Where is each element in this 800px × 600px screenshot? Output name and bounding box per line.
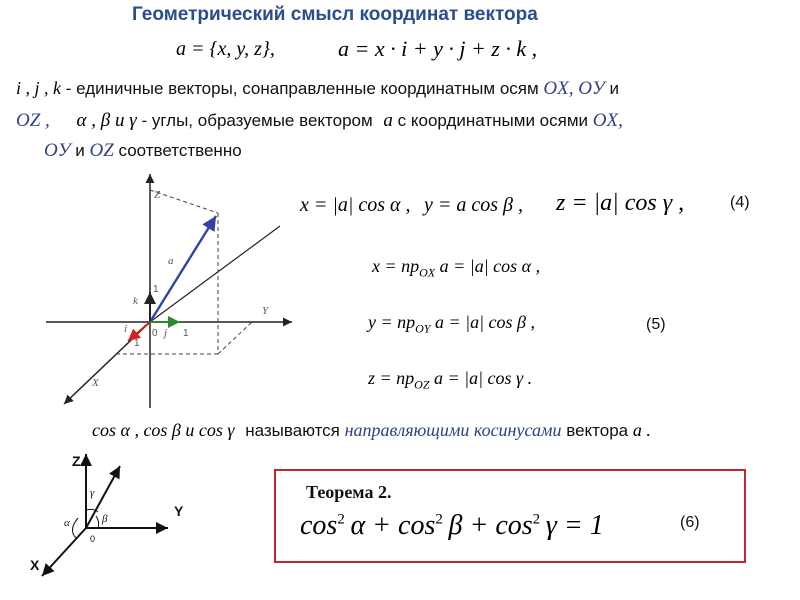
angle-x-label: X <box>30 557 40 573</box>
y-axis-label: Y <box>262 305 269 317</box>
angle-y-label: Y <box>174 503 184 519</box>
axis-oz-label-2: OZ <box>89 140 114 161</box>
projection-y-dashed <box>218 322 252 354</box>
angles-description: - углы, образуемые вектором <box>141 111 373 130</box>
tick-z-1: 1 <box>153 284 159 295</box>
angle-origin-label: 0 <box>90 534 96 544</box>
theorem-title: Теорема 2. <box>306 482 392 502</box>
page-title: Геометрический смысл координат вектора <box>132 4 538 25</box>
eq5-x-sub: OX <box>419 265 436 280</box>
vector-a-symbol: a <box>383 110 393 131</box>
axis-oy-label: OУ <box>44 140 71 161</box>
cos-2: cos <box>398 510 436 541</box>
eq5-x <box>372 256 540 281</box>
cos-3: cos <box>495 510 533 541</box>
vector-a-arrow <box>150 216 216 322</box>
tick-y-1: 1 <box>183 328 189 339</box>
eq4-x: x = |a| cos α , <box>300 194 411 216</box>
equals-one: = 1 <box>563 510 604 541</box>
theorem-formula: $\cos^2 \alpha + \cos^2 \beta + \cos^2 \gamma = 1$ <box>300 510 604 541</box>
eq5-y-sub: OY <box>415 321 431 336</box>
eq5-y-head: y = пр <box>368 312 416 332</box>
axis-ox-label: OX, <box>592 110 623 131</box>
eq5-z-head: z = пр <box>368 368 415 388</box>
z-axis-label: Z <box>154 189 161 201</box>
equation-number-4: (4) <box>730 194 750 211</box>
cos-1: cos <box>300 510 338 541</box>
equation-number-5: (5) <box>646 316 666 333</box>
eq5-y-tail: a = |a| cos β , <box>434 312 535 332</box>
tick-x-1: 1 <box>134 338 140 349</box>
eq5-x-head: x = пр <box>372 256 420 276</box>
projection-z-dashed <box>150 190 218 213</box>
coordinate-diagram-3d <box>40 168 300 416</box>
vector-a-label: a <box>168 255 174 267</box>
called-text: называются <box>245 421 340 440</box>
angle-x-axis <box>42 528 86 576</box>
conjunction-and-2: и <box>75 141 85 160</box>
angle-symbols: α , β и γ <box>76 110 137 131</box>
vector-decomposition-formula: a = x · i + y · j + z · k , <box>338 36 538 61</box>
eq5-y <box>368 312 535 337</box>
direction-cosines-term: направляющими косинусами <box>344 420 562 440</box>
gamma-term: γ <box>545 510 557 541</box>
diagonal-line <box>150 226 280 322</box>
unit-k-label: k <box>133 295 138 307</box>
vector-word: вектора <box>566 421 629 440</box>
conjunction-and: и <box>609 79 619 98</box>
eq4-y: y = a cos β , <box>424 194 523 216</box>
equation-number-6: (6) <box>680 514 700 531</box>
unit-i-label: i <box>124 323 128 335</box>
eq4-z: z = |a| cos γ , <box>556 190 685 216</box>
vector-components-formula: a = {x, y, z}, <box>176 38 275 60</box>
eq5-z-tail: a = |a| cos γ . <box>434 368 533 388</box>
angle-diagram <box>28 446 228 586</box>
axis-oz-label: OZ , <box>16 110 50 131</box>
unit-vectors-description: - единичные векторы, сонаправленные координатным осям <box>65 79 539 98</box>
vector-a-symbol-2: a . <box>632 420 651 440</box>
angle-z-label: Z <box>72 453 81 469</box>
direction-cosines-formula: cos α , cos β и cos γ <box>92 420 235 440</box>
beta-label: β <box>102 513 108 525</box>
beta-arc <box>96 516 99 528</box>
alpha-arc <box>72 518 78 538</box>
with-axes-text: с координатными осями <box>397 111 589 130</box>
beta-term: β <box>448 510 463 541</box>
alpha-label: α <box>64 517 70 529</box>
alpha-term: α <box>350 510 366 541</box>
eq5-x-tail: a = |a| cos α , <box>439 256 541 276</box>
gamma-label: γ <box>90 487 95 499</box>
unit-vectors-symbols: i , j , k <box>16 78 61 98</box>
origin-label: 0 <box>152 328 158 339</box>
respectively-text: соответственно <box>118 141 242 160</box>
unit-j-label: j <box>164 327 168 339</box>
axes-ox-oy: OX, OУ <box>543 78 605 99</box>
x-axis-label: X <box>92 377 99 389</box>
eq5-z <box>368 368 532 393</box>
eq5-z-sub: OZ <box>414 377 430 392</box>
